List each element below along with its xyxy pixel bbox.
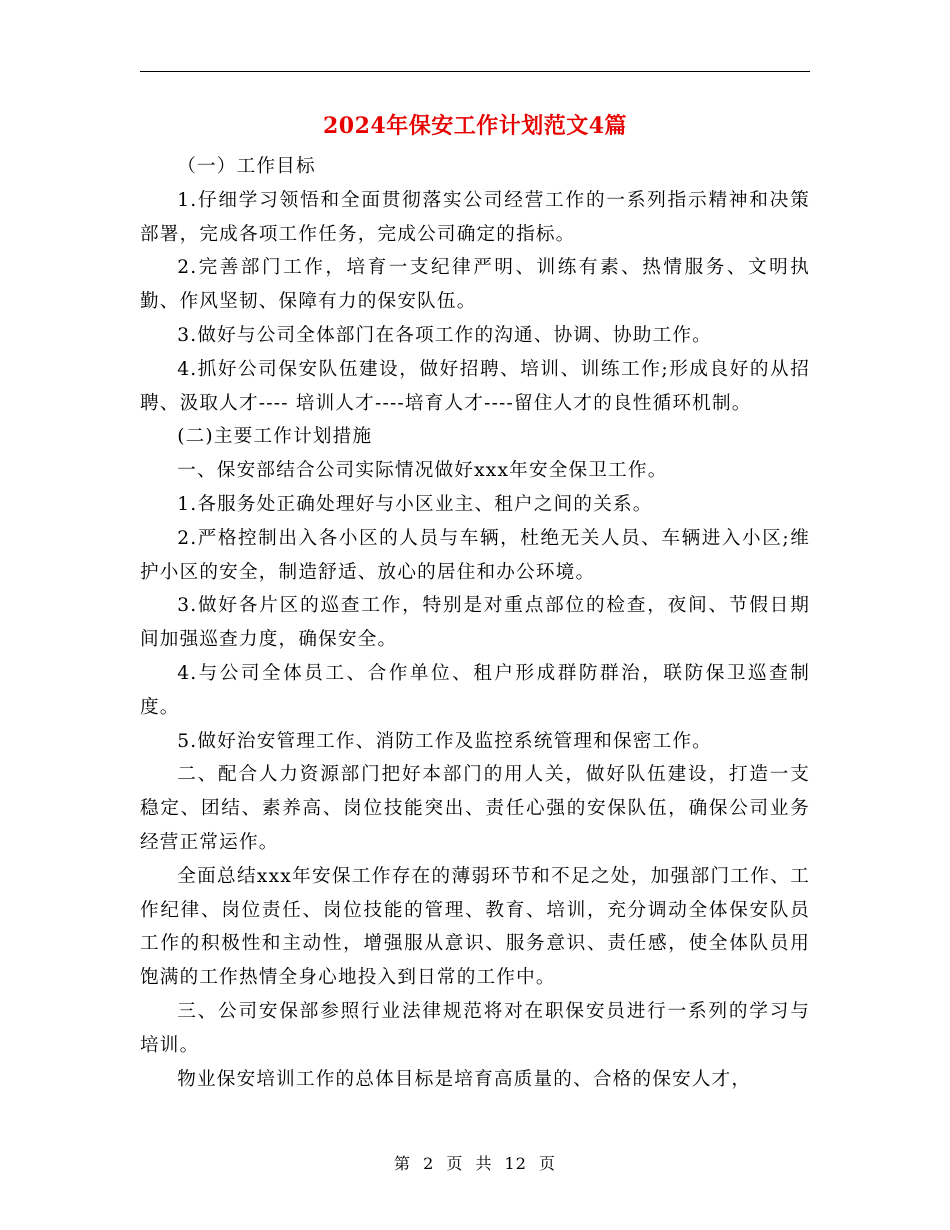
header-rule xyxy=(140,71,810,72)
paragraph: 1.仔细学习领悟和全面贯彻落实公司经营工作的一系列指示精神和决策部署，完成各项工作任务，完成公司确定的指标。 xyxy=(140,189,810,245)
paragraph: 1.各服务处正确处理好与小区业主、租户之间的关系。 xyxy=(177,493,653,515)
paragraph: 3.做好各片区的巡查工作，特别是对重点部位的检查，夜间、节假日期间加强巡查力度，确保安全。 xyxy=(140,595,810,651)
paragraph-goal-heading: （一）工作目标 xyxy=(177,156,316,177)
paragraph: 物业保安培训工作的总体目标是培育高质量的、合格的保安人才， xyxy=(177,1068,752,1090)
paragraph: 2.严格控制出入各小区的人员与车辆，杜绝无关人员、车辆进入小区;维护小区的安全，制造舒适、放心的居住和办公环境。 xyxy=(140,527,810,583)
paragraph: 三、公司安保部参照行业法律规范将对在职保安员进行一系列的学习与培训。 xyxy=(140,1000,810,1056)
paragraph: 一、保安部结合公司实际情况做好xxx年安全保卫工作。 xyxy=(177,460,668,482)
paragraph: 4.抓好公司保安队伍建设，做好招聘、培训、训练工作;形成良好的从招聘、汲取人才---- 培训人才----培育人才----留住人才的良性循环机制。 xyxy=(140,358,810,414)
paragraph: 3.做好与公司全体部门在各项工作的沟通、协调、协助工作。 xyxy=(177,324,712,346)
paragraph: 5.做好治安管理工作、消防工作及监控系统管理和保密工作。 xyxy=(177,730,712,752)
document-title: 2024年保安工作计划范文4篇 xyxy=(322,113,628,139)
paragraph-measures-heading: (二)主要工作计划措施 xyxy=(177,426,373,448)
page-number: 第 2 页 共 12 页 xyxy=(394,1154,556,1173)
paragraph: 2.完善部门工作，培育一支纪律严明、训练有素、热情服务、文明执勤、作风坚韧、保障有力的保安队伍。 xyxy=(140,257,810,313)
paragraph: 4.与公司全体员工、合作单位、租户形成群防群治，联防保卫巡查制度。 xyxy=(140,662,810,718)
document-body xyxy=(140,150,810,1096)
paragraph: 全面总结xxx年安保工作存在的薄弱环节和不足之处，加强部门工作、工作纪律、岗位责任、岗位技能的管理、教育、培训，充分调动全体保安队员工作的积极性和主动性，增强服从意识、服务意识、责任感，使全体队员用饱满的工作热情全身心地投入到日常的工作中。 xyxy=(140,865,810,989)
paragraph: 二、配合人力资源部门把好本部门的用人关，做好队伍建设，打造一支稳定、团结、素养高、岗位技能突出、责任心强的安保队伍，确保公司业务经营正常运作。 xyxy=(140,764,810,853)
